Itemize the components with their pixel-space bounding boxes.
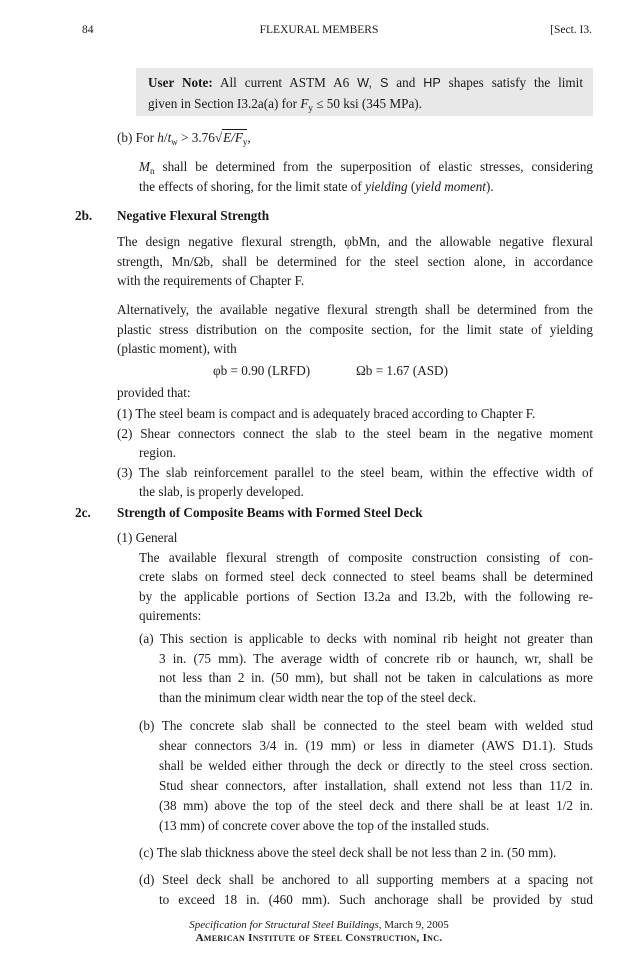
footer-spec-title: Specification for Structural Steel Buildings, bbox=[189, 919, 382, 931]
condition-3-line-2: the slab, is properly developed. bbox=[139, 484, 304, 499]
section-2b-para-2-line-2: plastic stress distribution on the composite section, for the limit state of yielding bbox=[117, 322, 593, 337]
req-a-line-1: (a) This section is applicable to decks with nominal rib height not greater than bbox=[139, 631, 593, 646]
req-b-line-2: shear connectors 3/4 in. (19 mm) or less in diameter (AWS D1.1). Studs bbox=[159, 738, 593, 753]
req-b-line-3: shall be welded either through the deck or directly to the steel cross section. bbox=[159, 758, 593, 773]
condition-2-line-2: region. bbox=[139, 445, 176, 460]
general-line-2: crete slabs on formed steel deck connected to steel beams shall be determined bbox=[139, 569, 593, 584]
req-d-line-1: (d) Steel deck shall be anchored to all supporting members at a spacing not bbox=[139, 872, 593, 887]
user-note-line-1: User Note: All current ASTM A6 W, S and HP shapes satisfy the limit bbox=[148, 75, 583, 90]
section-2b-para-1-line-3: with the requirements of Chapter F. bbox=[117, 273, 305, 288]
general-line-1: The available flexural strength of composite construction consisting of con- bbox=[139, 550, 593, 565]
general-line-4: quirements: bbox=[139, 608, 202, 623]
user-note-box bbox=[136, 68, 593, 116]
section-2b-para-1-line-1: The design negative flexural strength, φbMn, and the allowable negative flexural bbox=[117, 234, 593, 249]
general-heading: (1) General bbox=[117, 530, 178, 545]
req-b-line-4: Stud shear connectors, after installation, shall extend not less than 11/2 in. bbox=[159, 778, 593, 793]
req-a-line-4: than the minimum clear width near the top of the steel deck. bbox=[159, 690, 477, 705]
condition-2-line-1: (2) Shear connectors connect the slab to the steel beam in the negative moment bbox=[117, 426, 593, 441]
footer-organization: American Institute of Steel Construction, Inc. bbox=[195, 932, 443, 944]
equation-lrfd: φb = 0.90 (LRFD) bbox=[213, 363, 311, 378]
user-note-label: User Note: bbox=[148, 75, 213, 90]
section-2b-para-1-line-2: strength, Mn/Ωb, shall be determined for the steel section alone, in accordance bbox=[117, 254, 593, 269]
req-b-line-6: (13 mm) of concrete cover above the top of the installed studs. bbox=[159, 818, 490, 833]
running-header-title: FLEXURAL MEMBERS bbox=[259, 24, 379, 36]
section-2b-para-2-line-1: Alternatively, the available negative flexural strength shall be determined from the bbox=[117, 302, 593, 317]
general-line-3: by the applicable portions of Section I3.2a and I3.2b, with the following re- bbox=[139, 589, 593, 604]
section-2c-number: 2c. bbox=[75, 505, 91, 520]
req-b-line-1: (b) The concrete slab shall be connected to the steel beam with welded stud bbox=[139, 718, 593, 733]
item-b-text-line-2: the effects of shoring, for the limit state of yielding (yield moment). bbox=[139, 179, 494, 194]
running-header-section: [Sect. I3. bbox=[550, 24, 592, 36]
req-b-line-5: (38 mm) above the top of the steel deck and there shall be at least 1/2 in. bbox=[159, 798, 593, 813]
section-2b-para-2-line-3: (plastic moment), with bbox=[117, 341, 237, 356]
footer-date: March 9, 2005 bbox=[381, 919, 449, 931]
req-d-line-2: to exceed 18 in. (460 mm). Such anchorage shall be provided by stud bbox=[159, 892, 593, 907]
footer-citation bbox=[0, 917, 638, 932]
condition-1: (1) The steel beam is compact and is adequately braced according to Chapter F. bbox=[117, 406, 536, 421]
req-c-line-1: (c) The slab thickness above the steel deck shall be not less than 2 in. (50 mm). bbox=[139, 845, 557, 860]
item-b-condition: (b) For $h/t_w > 3.76√E/F_y$, bbox=[117, 130, 251, 147]
item-b-text-line-1: $M_n$ shall be determined from the superposition of elastic stresses, considering bbox=[139, 159, 594, 176]
equation-asd: Ωb = 1.67 (ASD) bbox=[356, 363, 448, 378]
req-a-line-3: not less than 2 in. (50 mm), but shall not be taken in calculations as more bbox=[159, 670, 593, 685]
section-2c-title: Strength of Composite Beams with Formed Steel Deck bbox=[117, 505, 423, 520]
section-2b-number: 2b. bbox=[75, 208, 93, 223]
page-number: 84 bbox=[82, 24, 94, 36]
condition-3-line-1: (3) The slab reinforcement parallel to the steel beam, within the effective width of bbox=[117, 465, 593, 480]
provided-that: provided that: bbox=[117, 385, 191, 400]
section-2b-title: Negative Flexural Strength bbox=[117, 208, 270, 223]
user-note-line-2: given in Section I3.2a(a) for $F_y \le 50$ ksi (345 MPa). bbox=[148, 95, 422, 113]
req-a-line-2: 3 in. (75 mm). The average width of concrete rib or haunch, wr, shall be bbox=[159, 651, 593, 666]
